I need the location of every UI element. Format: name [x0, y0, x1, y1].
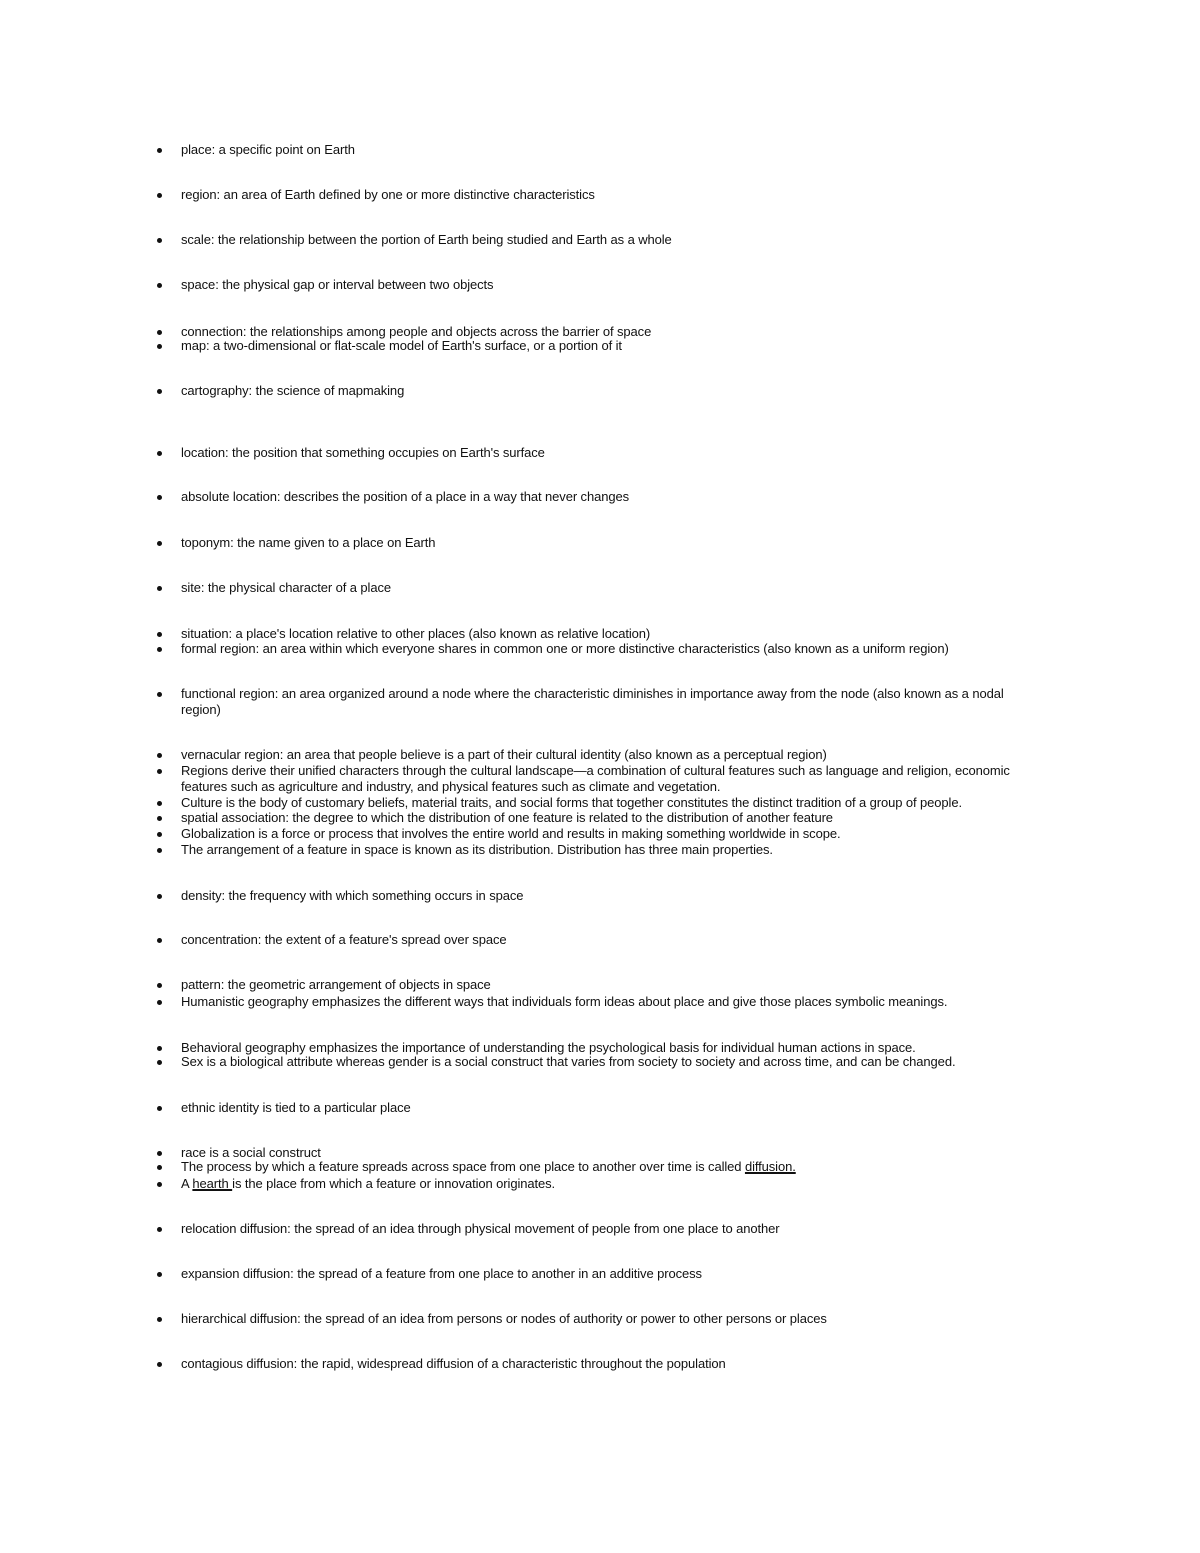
- list-item: expansion diffusion: the spread of a feature from one place to another in an additive process: [181, 1266, 1041, 1282]
- bullet-icon: [157, 816, 162, 821]
- bullet-icon: [157, 848, 162, 853]
- list-item: situation: a place's location relative to other places (also known as relative location): [181, 626, 1041, 642]
- list-item: race is a social construct: [181, 1145, 1041, 1161]
- bullet-icon: [157, 1165, 162, 1170]
- list-item: functional region: an area organized around a node where the characteristic diminishes in importance away from the node (also known as a nodal region): [181, 686, 1041, 718]
- bullet-icon: [157, 1046, 162, 1051]
- list-item: pattern: the geometric arrangement of objects in space: [181, 977, 1041, 993]
- list-item: Behavioral geography emphasizes the importance of understanding the psychological basis for individual human actions in space.: [181, 1040, 1041, 1056]
- bullet-icon: [157, 632, 162, 637]
- bullet-icon: [157, 1362, 162, 1367]
- list-item: density: the frequency with which something occurs in space: [181, 888, 1041, 904]
- bullet-icon: [157, 894, 162, 899]
- list-item: map: a two-dimensional or flat-scale model of Earth's surface, or a portion of it: [181, 338, 1041, 354]
- list-item: hierarchical diffusion: the spread of an idea from persons or nodes of authority or power to other persons or places: [181, 1311, 1041, 1327]
- bullet-icon: [157, 389, 162, 394]
- list-item: site: the physical character of a place: [181, 580, 1041, 596]
- bullet-icon: [157, 193, 162, 198]
- bullet-icon: [157, 1060, 162, 1065]
- list-item: relocation diffusion: the spread of an idea through physical movement of people from one place to another: [181, 1221, 1041, 1237]
- list-item: Culture is the body of customary beliefs, material traits, and social forms that together constitutes the distinct tradition of a group of people.: [181, 795, 1041, 811]
- list-item: space: the physical gap or interval between two objects: [181, 277, 1041, 293]
- bullet-icon: [157, 753, 162, 758]
- bullet-icon: [157, 1182, 162, 1187]
- bullet-icon: [157, 148, 162, 153]
- bullet-icon: [157, 541, 162, 546]
- list-item: cartography: the science of mapmaking: [181, 383, 1041, 399]
- bullet-icon: [157, 938, 162, 943]
- bullet-icon: [157, 586, 162, 591]
- bullet-icon: [157, 1227, 162, 1232]
- list-item: ethnic identity is tied to a particular place: [181, 1100, 1041, 1116]
- bullet-icon: [157, 1317, 162, 1322]
- bullet-icon: [157, 1272, 162, 1277]
- bullet-icon: [157, 238, 162, 243]
- list-item: The arrangement of a feature in space is known as its distribution. Distribution has three main properties.: [181, 842, 1041, 858]
- bullet-icon: [157, 1151, 162, 1156]
- list-item: spatial association: the degree to which the distribution of one feature is related to the distribution of another feature: [181, 810, 1041, 826]
- list-item-hearth: A hearth is the place from which a feature or innovation originates.: [181, 1176, 1041, 1192]
- list-item: scale: the relationship between the portion of Earth being studied and Earth as a whole: [181, 232, 1041, 248]
- bullet-icon: [157, 832, 162, 837]
- list-item: place: a specific point on Earth: [181, 142, 1041, 158]
- bullet-icon: [157, 983, 162, 988]
- bullet-icon: [157, 1000, 162, 1005]
- list-item: vernacular region: an area that people believe is a part of their cultural identity (also known as a perceptual region): [181, 747, 1041, 763]
- bullet-icon: [157, 283, 162, 288]
- list-item: concentration: the extent of a feature's spread over space: [181, 932, 1041, 948]
- diffusion-term: diffusion.: [744, 1159, 796, 1174]
- list-item: Sex is a biological attribute whereas gender is a social construct that varies from society to society and across time, and can be changed.: [181, 1054, 1041, 1070]
- list-item: contagious diffusion: the rapid, widespread diffusion of a characteristic throughout the population: [181, 1356, 1041, 1372]
- list-item: Regions derive their unified characters through the cultural landscape—a combination of cultural features such as language and religion, economic features such as agriculture and industry, and physical features such as climate and vegetation.: [181, 763, 1041, 795]
- bullet-icon: [157, 769, 162, 774]
- list-item: formal region: an area within which everyone shares in common one or more distinctive characteristics (also known as a uniform region): [181, 641, 1041, 657]
- bullet-icon: [157, 344, 162, 349]
- bullet-icon: [157, 330, 162, 335]
- hearth-term: hearth: [192, 1176, 233, 1191]
- bullet-icon: [157, 495, 162, 500]
- list-item: Globalization is a force or process that involves the entire world and results in making something worldwide in scope.: [181, 826, 1041, 842]
- list-item: location: the position that something occupies on Earth's surface: [181, 445, 1041, 461]
- list-item: connection: the relationships among people and objects across the barrier of space: [181, 324, 1041, 340]
- bullet-icon: [157, 647, 162, 652]
- bullet-icon: [157, 451, 162, 456]
- bullet-icon: [157, 692, 162, 697]
- list-item: region: an area of Earth defined by one or more distinctive characteristics: [181, 187, 1041, 203]
- list-item: Humanistic geography emphasizes the different ways that individuals form ideas about place and give those places symbolic meanings.: [181, 994, 1041, 1010]
- list-item: absolute location: describes the position of a place in a way that never changes: [181, 489, 1041, 505]
- bullet-icon: [157, 801, 162, 806]
- list-item-diffusion: The process by which a feature spreads across space from one place to another over time is called diffusion.: [181, 1159, 1041, 1175]
- bullet-icon: [157, 1106, 162, 1111]
- list-item: toponym: the name given to a place on Earth: [181, 535, 1041, 551]
